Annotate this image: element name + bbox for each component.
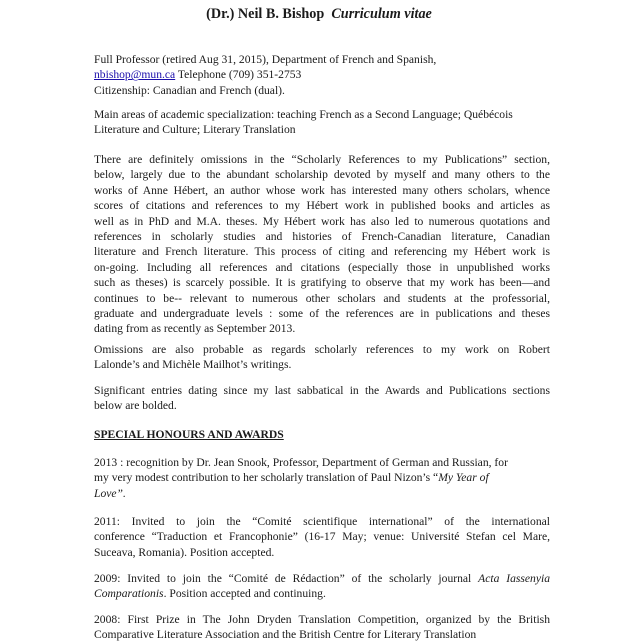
paragraph-line: works of Anne Hébert, an author whose work has interested many others scholars, whence: [94, 183, 550, 197]
paragraph-line: There are definitely omissions in the “Scholarly References to my Publications” section,: [94, 153, 550, 166]
paragraph-line: literature and French literature. This process of citing and referencing my Hébert work is: [94, 245, 550, 259]
contact-block: [94, 52, 550, 98]
omissions-paragraph: [94, 152, 550, 337]
email-phone-line: [94, 67, 550, 82]
work-title: My Year of: [438, 471, 489, 485]
paragraph-line: graduate and undergraduate levels : some of the references are in publications and theses: [94, 307, 550, 321]
paragraph-line: scores of citations and references to my Hébert work in published books and articles as: [94, 199, 550, 213]
telephone: Telephone (709) 351-2753: [175, 68, 302, 82]
specialization-line: Main areas of academic specialization: teaching French as a Second Language; Québécois: [94, 108, 513, 121]
award-text: 2009: Invited to join the “Comité de Rédaction” of the scholarly journal: [94, 572, 479, 585]
paragraph-line: below, largely due to the abundant scholarship devoted by myself and many others to the: [94, 168, 550, 182]
paragraph-line: such as theses) is scarcely possible. It is gratifying to observe that my work has been—and: [94, 276, 550, 290]
specialization-paragraph: [94, 107, 550, 138]
citizenship-line: Citizenship: Canadian and French (dual).: [94, 83, 285, 97]
paragraph-line: continues to be-- relevant to numerous other scholars and students at the professorial,: [94, 291, 550, 305]
award-2013: [94, 455, 550, 501]
award-line: Comparative Literature Association and the British Centre for Literary Translation: [94, 628, 477, 642]
award-2008: [94, 612, 550, 643]
journal-title: Acta Iassenyia: [478, 572, 551, 585]
paragraph-line: Omissions are also probable as regards scholarly references to my work on Robert: [94, 343, 550, 356]
award-2011: [94, 514, 550, 560]
award-line: 2013 : recognition by Dr. Jean Snook, Professor, Department of German and Russian, for: [94, 456, 508, 469]
page-title: [0, 5, 638, 23]
specialization-line: Literature and Culture; Literary Translation: [94, 123, 296, 137]
document-type: Curriculum vitae: [331, 6, 432, 22]
position-line: Full Professor (retired Aug 31, 2015), Department of French and Spanish,: [94, 53, 437, 66]
award-line: Suceava, Romania). Position accepted.: [94, 545, 275, 559]
paragraph-line: well as in PhD and M.A. theses. My Hébert work has also led to numerous quotations and: [94, 214, 550, 228]
omissions-paragraph-2: [94, 342, 550, 373]
section-heading: [94, 427, 550, 442]
paragraph-line: dating from as recently as September 2013.: [94, 322, 296, 336]
award-line: [94, 470, 550, 485]
award-line: 2011: Invited to join the “Comité scientifique international” of the international: [94, 515, 550, 528]
paragraph-line: references in scholarly studies and histories of French-Canadian literature, Canadian: [94, 230, 550, 244]
author-name: (Dr.) Neil B. Bishop: [206, 6, 325, 22]
paragraph-line: on-going. Including all references and citations (especially those in unpublished works: [94, 260, 550, 274]
email-link[interactable]: nbishop@mun.ca: [94, 68, 176, 82]
award-text: . Position accepted and continuing.: [163, 587, 326, 601]
section-heading-text: SPECIAL HONOURS AND AWARDS: [94, 428, 284, 441]
award-line: [94, 486, 550, 501]
journal-title-end: Comparationis: [94, 587, 164, 601]
award-line: [94, 571, 550, 586]
award-line: [94, 586, 550, 601]
award-text: my very modest contribution to her scholarly translation of Paul Nizon’s “: [94, 471, 439, 485]
significant-entries-paragraph: [94, 383, 550, 414]
paragraph-line: Significant entries dating since my last sabbatical in the Awards and Publications sections: [94, 384, 550, 397]
award-2009: [94, 571, 550, 602]
paragraph-line: Lalonde’s and Michèle Mailhot’s writings.: [94, 358, 292, 372]
award-line: 2008: First Prize in The John Dryden Translation Competition, organized by the British: [94, 613, 550, 626]
paragraph-line: below are bolded.: [94, 399, 177, 413]
work-title-end: Love”.: [94, 486, 126, 500]
award-line: conference “Traduction et Francophonie” (16-17 May; venue: Université Stefan cel Mare,: [94, 530, 550, 544]
